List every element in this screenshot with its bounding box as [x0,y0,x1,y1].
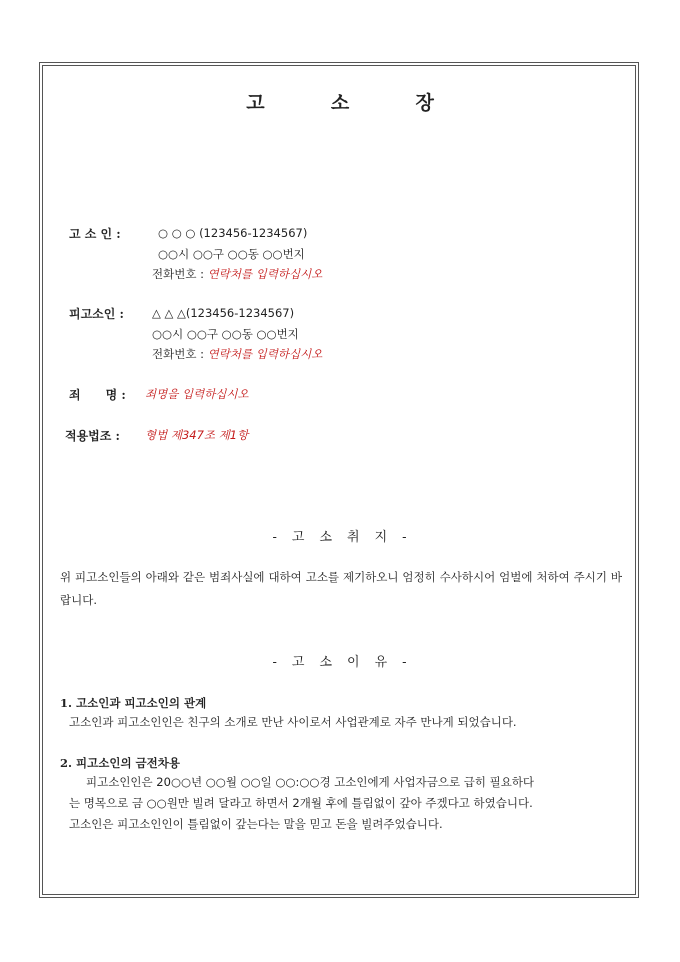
purpose-heading-char: 고 [291,530,306,545]
reason-heading-char: 고 [291,655,306,670]
accused-phone-label: 전화번호 : [152,347,204,361]
accused-phone-value[interactable]: 연락처를 입력하십시오 [207,347,323,361]
purpose-heading [0,526,680,545]
accused-address: ○○시 ○○구 ○○동 ○○번지 [152,327,299,341]
title-char: 고 [246,92,265,114]
purpose-heading-char: 취 [347,530,361,545]
crime-value[interactable]: 죄명을 입력하십시오 [145,387,249,401]
reason-item2-line2: 는 명목으로 금 ○○원만 빌려 달라고 하면서 2개월 후에 틀림없이 갚아 주겠다고 하였습니다. [69,796,533,810]
accused-name-id: △ △ △(123456-1234567) [152,306,295,320]
complainant-address: ○○시 ○○구 ○○동 ○○번지 [158,247,305,261]
reason-item1-title: 1. 고소인과 피고소인의 관계 [60,696,207,710]
reason-heading-char: 소 [319,655,333,670]
reason-heading [0,651,680,670]
document-title [0,88,680,115]
complainant-label: 고 소 인 : [69,227,121,241]
reason-heading-char: 유 [374,655,389,670]
reason-item2-line1: 피고소인인은 20○○년 ○○월 ○○일 ○○:○○경 고소인에게 사업자금으로 급히 필요하다 [86,775,535,789]
purpose-heading-char: - [272,530,278,545]
reason-heading-char: 이 [347,655,361,670]
title-char: 소 [330,92,350,114]
reason-item2-line3: 고소인은 피고소인인이 틀림없이 갚는다는 말을 믿고 돈을 빌려주었습니다. [69,817,443,831]
law-value[interactable]: 형법 제347조 제1항 [145,428,249,442]
reason-heading-char: - [272,655,278,670]
complainant-phone-value[interactable]: 연락처를 입력하십시오 [207,267,323,281]
complainant-name-id: ○ ○ ○ (123456-1234567) [158,226,308,240]
purpose-heading-char: - [402,530,408,545]
reason-item2-title: 2. 피고소인의 금전차용 [60,756,180,770]
reason-heading-char: - [402,655,408,670]
purpose-body: 위 피고소인들의 아래와 같은 범죄사실에 대하여 고소를 제기하오니 엄정히 수사하시어 엄벌에 처하여 주시기 바랍니다. [60,570,622,607]
purpose-heading-char: 소 [319,530,333,545]
title-char: 장 [415,92,434,114]
law-label: 적용법조 : [65,429,120,443]
purpose-heading-char: 지 [374,530,389,545]
complainant-phone-label: 전화번호 : [152,267,204,281]
reason-item1-body: 고소인과 피고소인인은 친구의 소개로 만난 사이로서 사업관계로 자주 만나게 되었습니다. [69,715,517,729]
crime-label: 죄 명 : [69,388,126,402]
accused-label: 피고소인 : [69,307,124,321]
